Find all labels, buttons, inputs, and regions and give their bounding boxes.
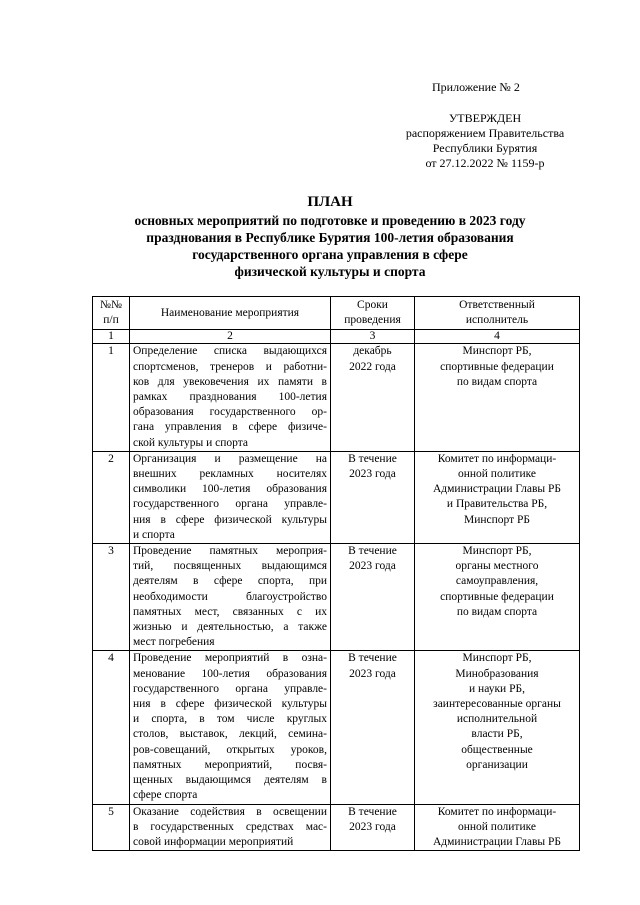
document-title: [90, 194, 570, 280]
event-executor-line: спортивные федерации: [440, 590, 554, 603]
row-number: 5: [93, 804, 130, 851]
event-name-line: Проведение памятных мероприя-: [133, 545, 327, 558]
column-number-row: [93, 330, 580, 344]
title-line: физической культуры и спорта: [234, 264, 426, 279]
event-executor-line: и науки РБ,: [469, 682, 525, 695]
event-date-line: 2023 года: [349, 468, 396, 481]
event-name: [130, 344, 331, 451]
event-date-line: 2023 года: [349, 820, 396, 833]
event-executor: [415, 804, 580, 851]
table-row: [93, 651, 580, 804]
event-name-line: внешних рекламных носителях: [133, 468, 327, 481]
event-date-line: В течение: [348, 805, 397, 818]
event-executor-line: заинтересованные органы: [433, 698, 561, 711]
table-row: [93, 804, 580, 851]
event-executor-line: общественные: [461, 743, 533, 756]
event-executor-line: онной политике: [457, 820, 537, 833]
event-executor: [415, 451, 580, 543]
event-date-line: 2023 года: [349, 560, 396, 573]
event-name-line: образования государственного ор-: [133, 406, 327, 419]
title-line: государственного органа управления в сфере: [192, 247, 468, 262]
event-name-line: ния в сфере физической культуры: [133, 513, 327, 526]
approval-line: распоряжением Правительства: [405, 126, 565, 140]
event-executor-line: Минобразования: [455, 667, 539, 680]
event-name-line: в государственных средствах мас-: [133, 820, 327, 833]
event-name-line: и спорта, в том числе круглых: [133, 713, 327, 726]
event-name-line: памятных мероприятий, посвя-: [133, 758, 327, 771]
title-heading: ПЛАН: [307, 194, 353, 210]
event-name-line: рамках празднования 100-летия: [133, 391, 327, 404]
event-name-line: жизнью и деятельностью, а также: [133, 621, 327, 634]
event-date-line: В течение: [348, 545, 397, 558]
event-executor-line: Минспорт РБ,: [462, 545, 532, 558]
event-name-line: мест погребения: [133, 636, 215, 649]
event-date-line: В течение: [348, 452, 397, 465]
event-executor-line: Комитет по информаци-: [437, 805, 557, 818]
title-line: основных мероприятий по подготовке и проведению в 2023 году: [134, 213, 526, 228]
event-executor-line: по видам спорта: [456, 605, 538, 618]
event-name: [130, 544, 331, 651]
event-name-line: ков для увековечения их памяти в: [133, 375, 327, 388]
header-num: №№ п/п: [93, 297, 130, 330]
approval-line: от 27.12.2022 № 1159-р: [425, 156, 545, 170]
event-date: [331, 651, 415, 804]
event-name-line: ской культуры и спорта: [133, 436, 248, 449]
header-name: Наименование мероприятия: [130, 297, 331, 330]
event-name-line: Определение списка выдающихся: [133, 345, 327, 358]
event-name-line: гана управления в сфере физиче-: [133, 421, 327, 434]
event-name-line: государственного органа управле-: [133, 498, 327, 511]
table-row: [93, 344, 580, 451]
table-row: [93, 544, 580, 651]
column-number: 2: [130, 330, 331, 344]
event-date: [331, 544, 415, 651]
column-number: 4: [415, 330, 580, 344]
event-executor-line: Администрации Главы РБ: [432, 835, 562, 848]
event-name-line: памятных мест, связанных с их: [133, 605, 327, 618]
event-executor-line: исполнительной: [456, 713, 538, 726]
plan-table: [92, 296, 580, 851]
event-date-line: В течение: [348, 652, 397, 665]
event-name-line: сфере спорта: [133, 789, 198, 802]
event-executor: [415, 344, 580, 451]
event-name-line: ров-совещаний, открытых уроков,: [133, 743, 327, 756]
event-name-line: совой информации мероприятий: [133, 835, 294, 848]
event-executor-line: Администрации Главы РБ: [432, 483, 562, 496]
event-executor-line: Комитет по информаци-: [437, 452, 557, 465]
event-name-line: спортсменов, тренеров и работни-: [133, 360, 327, 373]
event-name-line: необходимости благоустройство: [133, 590, 327, 603]
column-number: 1: [93, 330, 130, 344]
event-executor-line: власти РБ,: [471, 728, 523, 741]
approval-block: [390, 111, 580, 171]
event-executor-line: Минспорт РБ,: [462, 652, 532, 665]
event-date-line: 2022 года: [349, 360, 396, 373]
event-executor-line: по видам спорта: [456, 375, 538, 388]
event-executor-line: Минспорт РБ,: [462, 345, 532, 358]
event-date: [331, 451, 415, 543]
event-name: [130, 451, 331, 543]
event-date-line: декабрь: [353, 345, 392, 358]
event-executor-line: спортивные федерации: [440, 360, 554, 373]
title-line: празднования в Республике Бурятия 100-летия образования: [146, 230, 514, 245]
event-name-line: столов, выставок, лекций, семина-: [133, 728, 327, 741]
event-name-line: государственного органа управле-: [133, 682, 327, 695]
table-header-row: [93, 297, 580, 330]
event-date-line: 2023 года: [349, 667, 396, 680]
appendix-label: Приложение № 2: [432, 80, 520, 94]
row-number: 3: [93, 544, 130, 651]
event-date: [331, 804, 415, 851]
event-name-line: Организация и размещение на: [133, 452, 327, 465]
event-name-line: менование 100-летия образования: [133, 667, 327, 680]
event-name-line: деятелям в сфере спорта, при: [133, 575, 327, 588]
event-executor-line: и Правительства РБ,: [446, 498, 548, 511]
event-name-line: ния в сфере физической культуры: [133, 698, 327, 711]
event-name-line: и спорта: [133, 528, 175, 541]
table-row: [93, 451, 580, 543]
event-executor-line: органы местного: [455, 560, 539, 573]
event-name-line: Оказание содействия в освещении: [133, 805, 327, 818]
row-number: 2: [93, 451, 130, 543]
row-number: 4: [93, 651, 130, 804]
header-exec: Ответственный исполнитель: [415, 297, 580, 330]
event-executor-line: организации: [466, 758, 528, 771]
row-number: 1: [93, 344, 130, 451]
event-name: [130, 651, 331, 804]
event-name-line: Проведение мероприятий в озна-: [133, 652, 327, 665]
event-name-line: символики 100-летия образования: [133, 483, 327, 496]
event-executor-line: онной политике: [457, 468, 537, 481]
header-date: Сроки проведения: [331, 297, 415, 330]
event-executor-line: Минспорт РБ: [463, 513, 531, 526]
column-number: 3: [331, 330, 415, 344]
event-name: [130, 804, 331, 851]
event-date: [331, 344, 415, 451]
approval-line: Республики Бурятия: [432, 141, 538, 155]
approval-line: УТВЕРЖДЕН: [448, 111, 522, 125]
event-executor: [415, 651, 580, 804]
event-executor-line: самоуправления,: [455, 575, 539, 588]
event-executor: [415, 544, 580, 651]
event-name-line: тий, посвященных выдающимся: [133, 560, 327, 573]
event-name-line: щенных выдающимся деятелям в: [133, 774, 327, 787]
